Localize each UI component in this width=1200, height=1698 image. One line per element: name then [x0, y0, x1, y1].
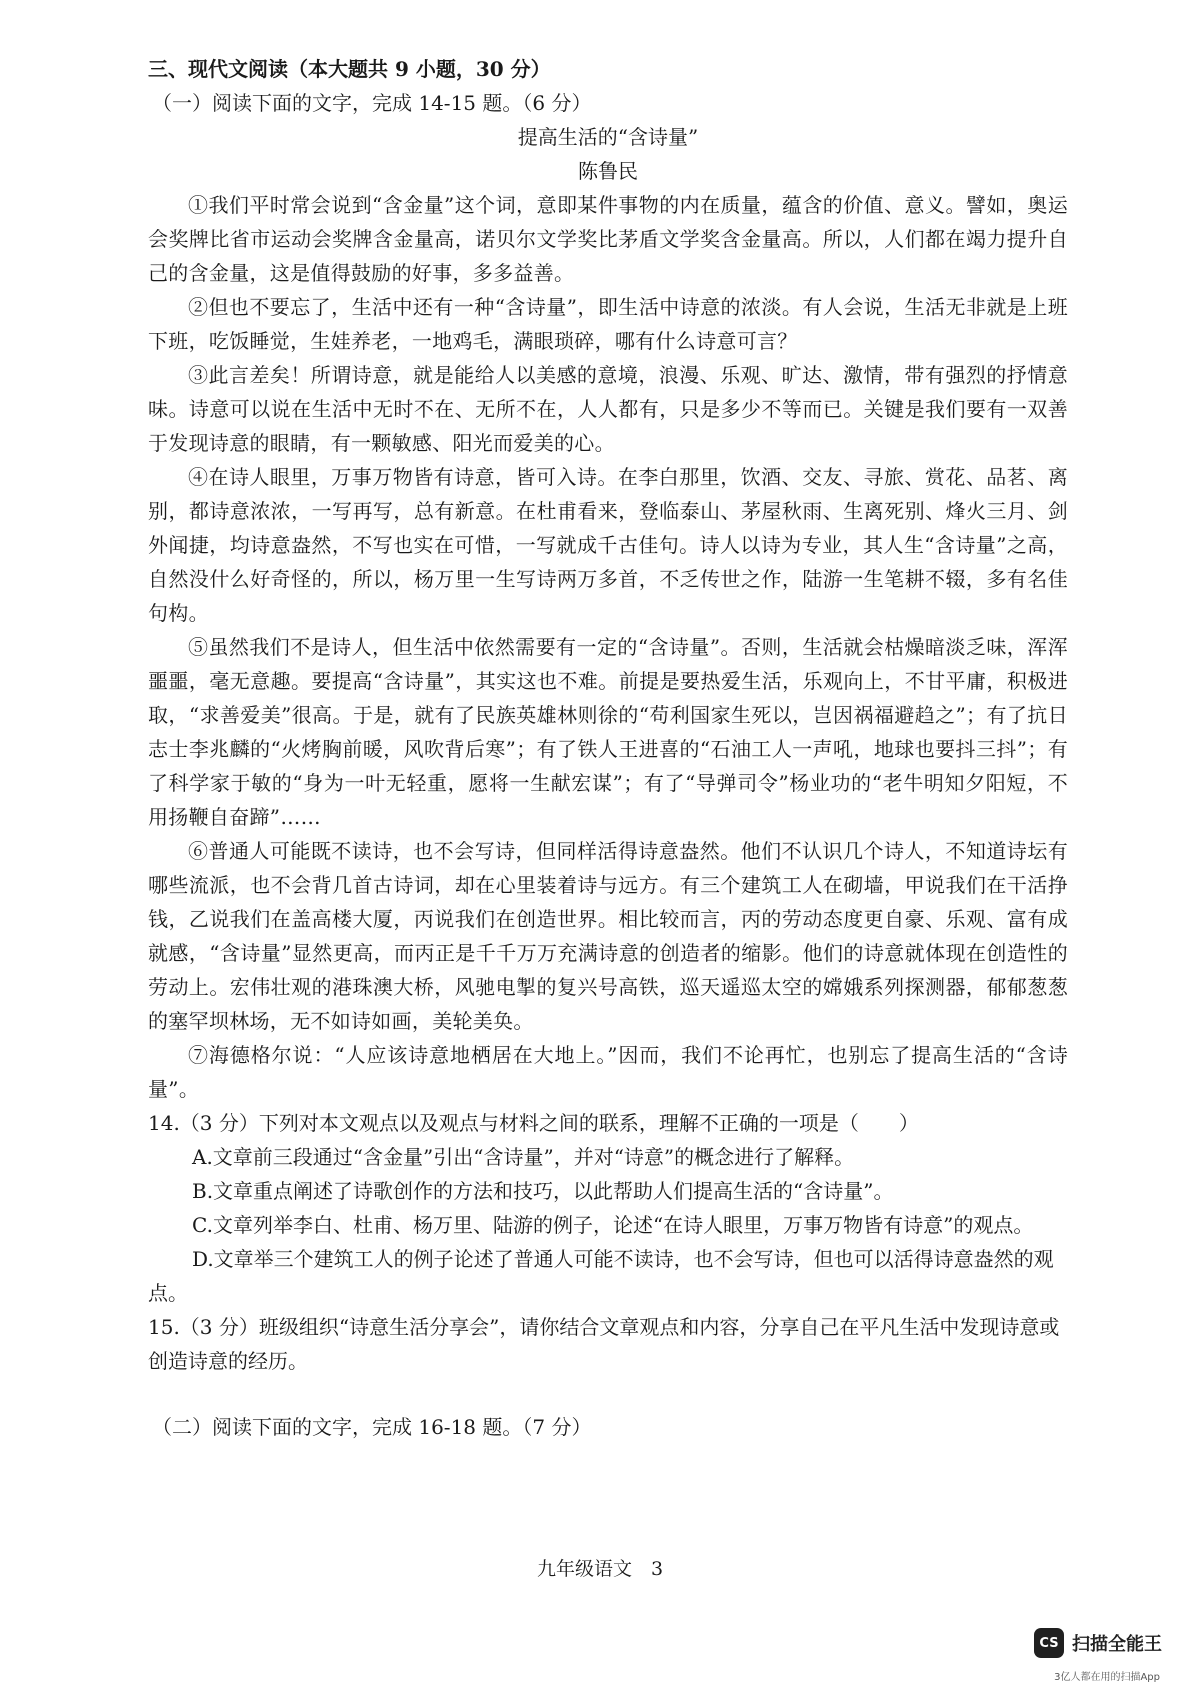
- paragraph-6: ⑥普通人可能既不读诗，也不会写诗，但同样活得诗意盎然。他们不认识几个诗人，不知道诗坛有哪些流派，也不会背几首古诗词，却在心里装着诗与远方。有三个建筑工人在砌墙，甲说我们在干活挣钱，乙说我们在盖高楼大厦，丙说我们在创造世界。相比较而言，丙的劳动态度更自豪、乐观、富有成就感，“含诗量”显然更高，而丙正是千千万万充满诗意的创造者的缩影。他们的诗意就体现在创造性的劳动上。宏伟壮观的港珠澳大桥，风驰电掣的复兴号高铁，巡天遥巡太空的嫦娥系列探测器，郁郁葱葱的塞罕坝林场，无不如诗如画，美轮美奂。: [148, 839, 1068, 1033]
- paragraph-1: ①我们平时常会说到“含金量”这个词，意即某件事物的内在质量，蕴含的价值、意义。譬如，奥运会奖牌比省市运动会奖牌含金量高，诺贝尔文学奖比茅盾文学奖含金量高。所以，人们都在竭力提升自己的含金量，这是值得鼓励的好事，多多益善。: [148, 193, 1068, 285]
- exam-page: [148, 52, 1068, 1444]
- spacer: [148, 1378, 1068, 1410]
- question-14-stem: 14.（3 分）下列对本文观点以及观点与材料之间的联系，理解不正确的一项是（ ）: [148, 1111, 919, 1135]
- scanner-tagline: 3亿人都在用的扫描App: [1054, 1672, 1160, 1683]
- question-14-option-a: A.文章前三段通过“含金量”引出“含诗量”，并对“诗意”的概念进行了解释。: [192, 1145, 855, 1169]
- page-footer: 九年级语文 3: [536, 1558, 664, 1580]
- question-15-stem: 15.（3 分）班级组织“诗意生活分享会”，请你结合文章观点和内容，分享自己在平凡生活中发现诗意或创造诗意的经历。: [148, 1315, 1060, 1373]
- question-14-option-d: D.文章举三个建筑工人的例子论述了普通人可能不读诗，也不会写诗，但也可以活得诗意盎然的观点。: [148, 1247, 1054, 1305]
- paragraph-5: ⑤虽然我们不是诗人，但生活中依然需要有一定的“含诗量”。否则，生活就会枯燥暗淡乏味，浑浑噩噩，毫无意趣。要提高“含诗量”，其实这也不难。前提是要热爱生活，乐观向上，不甘平庸，积极进取，“求善爱美”很高。于是，就有了民族英雄林则徐的“苟利国家生死以，岂因祸福避趋之”；有了抗日志士李兆麟的“火烤胸前暖，风吹背后寒”；有了铁人王进喜的“石油工人一声吼，地球也要抖三抖”；有了科学家于敏的“身为一叶无轻重，愿将一生献宏谋”；有了“导弹司令”杨业功的“老牛明知夕阳短，不用扬鞭自奋蹄”……: [148, 635, 1068, 829]
- paragraph-4: ④在诗人眼里，万事万物皆有诗意，皆可入诗。在李白那里，饮酒、交友、寻旅、赏花、品茗、离别，都诗意浓浓，一写再写，总有新意。在杜甫看来，登临泰山、茅屋秋雨、生离死别、烽火三月、剑外闻捷，均诗意盎然，不写也实在可惜，一写就成千古佳句。诗人以诗为专业，其人生“含诗量”之高，自然没什么好奇怪的，所以，杨万里一生写诗两万多首，不乏传世之作，陆游一生笔耕不辍，多有名佳句构。: [148, 465, 1068, 625]
- paragraph-7: ⑦海德格尔说：“人应该诗意地栖居在大地上。”因而，我们不论再忙，也别忘了提高生活的“含诗量”。: [148, 1043, 1068, 1101]
- part1-instruction: （一）阅读下面的文字，完成 14-15 题。（6 分）: [152, 91, 592, 115]
- scanner-brand-name: 扫描全能王: [1072, 1634, 1162, 1655]
- question-14-option-b: B.文章重点阐述了诗歌创作的方法和技巧，以此帮助人们提高生活的“含诗量”。: [192, 1179, 894, 1203]
- article-author: 陈鲁民: [578, 159, 638, 183]
- section-heading: 三、现代文阅读（本大题共 9 小题，30 分）: [148, 57, 551, 81]
- paragraph-2: ②但也不要忘了，生活中还有一种“含诗量”，即生活中诗意的浓淡。有人会说，生活无非就是上班下班，吃饭睡觉，生娃养老，一地鸡毛，满眼琐碎，哪有什么诗意可言？: [148, 295, 1068, 353]
- question-14-option-c: C.文章列举李白、杜甫、杨万里、陆游的例子，论述“在诗人眼里，万事万物皆有诗意”的观点。: [192, 1213, 1034, 1237]
- part2-instruction: （二）阅读下面的文字，完成 16-18 题。（7 分）: [152, 1415, 592, 1439]
- paragraph-3: ③此言差矣！所谓诗意，就是能给人以美感的意境，浪漫、乐观、旷达、激情，带有强烈的抒情意味。诗意可以说在生活中无时不在、无所不在，人人都有，只是多少不等而已。关键是我们要有一双善于发现诗意的眼睛，有一颗敏感、阳光而爱美的心。: [148, 363, 1068, 455]
- scanner-logo-icon: CS: [1034, 1628, 1064, 1658]
- scanner-watermark: [1034, 1628, 1162, 1658]
- article-title: 提高生活的“含诗量”: [517, 125, 699, 149]
